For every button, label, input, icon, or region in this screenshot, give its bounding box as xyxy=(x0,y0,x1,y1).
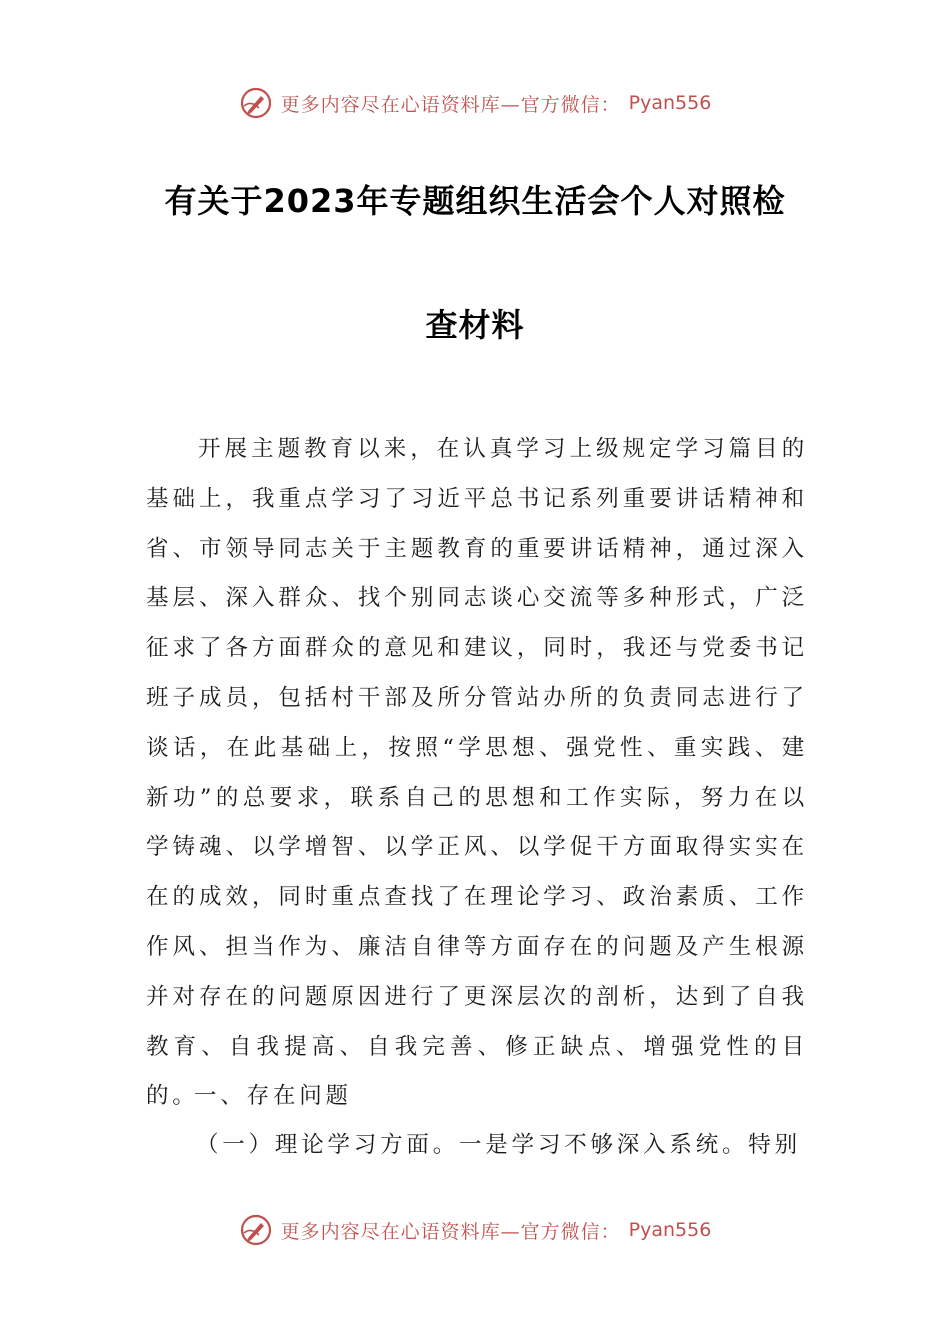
intro-paragraph: 开展主题教育以来，在认真学习上级规定学习篇目的基础上，我重点学习了习近平总书记系列重要讲话精神和省、市领导同志关于主题教育的重要讲话精神，通过深入基层、深入群众、找个别同志谈心交流等多种形式，广泛征求了各方面群众的意见和建议，同时，我还与党委书记班子成员，包括村干部及所分管站办所的负责同志进行了谈话，在此基础上，按照“学思想、强党性、重实践、建新功”的总要求，联系自己的思想和工作实际，努力在以学铸魂、以学增智、以学正风、以学促干方面取得实实在在的成效，同时重点查找了在理论学习、政治素质、工作作风、担当作为、廉洁自律等方面存在的问题及产生根源并对存在的问题原因进行了更深层次的剖析，达到了自我教育、自我提高、自我完善、修正缺点、增强党性的目的。 xyxy=(146,436,808,1110)
watermark-account: Pyan556 xyxy=(628,92,712,114)
watermark-text: 更多内容尽在心语资料库—官方微信： xyxy=(280,1220,621,1243)
footer-watermark xyxy=(0,1210,950,1250)
watermark-text: 更多内容尽在心语资料库—官方微信： xyxy=(280,93,621,116)
document-body xyxy=(146,425,808,1122)
subsection-paragraph: （一）理论学习方面。一是学习不够深入系统。特别 xyxy=(196,1132,801,1158)
section-heading: 一、存在问题 xyxy=(194,1083,352,1109)
document-title-line2: 查材料 xyxy=(425,306,525,344)
pen-logo-icon xyxy=(239,86,273,120)
pen-logo-icon xyxy=(239,1213,273,1247)
document-title-line1: 有关于2023年专题组织生活会个人对照检 xyxy=(164,182,786,220)
header-watermark xyxy=(0,83,950,123)
watermark-account: Pyan556 xyxy=(628,1219,712,1241)
